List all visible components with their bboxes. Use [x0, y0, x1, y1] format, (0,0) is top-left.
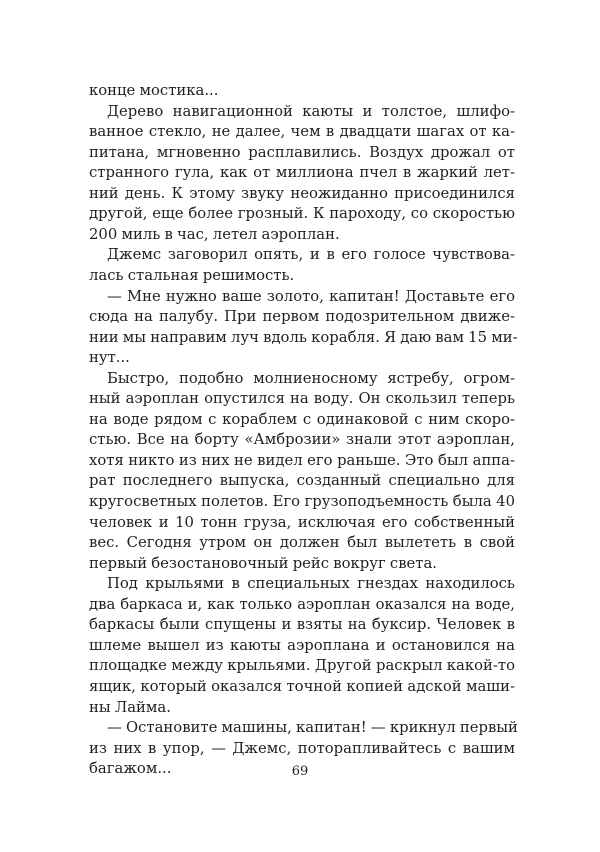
text-line: баркасы были спущены и взяты на буксир. Человек в [89, 616, 515, 634]
text-line: из них в упор, — Джемс, поторапливайтесь с вашим [89, 739, 515, 757]
text-line: человек и 10 тонн груза, исключая его собственный [89, 513, 515, 531]
text-line: ны Лайма. [89, 698, 171, 716]
text-line: другой, еще более грозный. К пароходу, со скоростью [89, 205, 515, 223]
text-line: ящик, который оказался точной копией адской маши- [89, 678, 515, 695]
text-line: Быстро, подобно молниеносному ястребу, огром- [107, 369, 515, 387]
text-line: площадке между крыльями. Другой раскрыл какой-то [89, 657, 515, 675]
text-line: вес. Сегодня утром он должен был вылететь в свой [89, 534, 515, 552]
text-line: — Мне нужно ваше золото, капитан! Доставьте его [107, 287, 515, 305]
page-number: 69 [291, 764, 309, 779]
text-line: — Остановите машины, капитан! — крикнул первый [107, 719, 518, 737]
text-line: кругосветных полетов. Его грузоподъемность была 40 [89, 493, 515, 510]
text-line: багажом... [89, 760, 172, 778]
text-line: нут... [89, 349, 130, 367]
text-line: Под крыльями в специальных гнездах находилось [107, 575, 515, 593]
text-line: 200 миль в час, летел аэроплан. [89, 225, 340, 243]
text-line: нии мы направим луч вдоль корабля. Я даю вам 15 ми- [89, 328, 518, 346]
text-line: конце мостика... [89, 82, 219, 99]
text-line: лась стальная решимость. [89, 267, 295, 284]
text-line: странного гула, как от миллиона пчел в жаркий лет- [89, 164, 515, 182]
text-line: Дерево навигационной каюты и толстое, шлифо- [107, 102, 515, 120]
text-line: ний день. К этому звуку неожиданно присоединился [89, 184, 515, 202]
text-line: сюда на палубу. При первом подозрительном движе- [89, 308, 515, 326]
text-line: шлеме вышел из каюты аэроплана и остановился на [89, 636, 515, 654]
text-line: ванное стекло, не далее, чем в двадцати шагах от ка- [89, 123, 515, 141]
text-line: рат последнего выпуска, созданный специально для [89, 472, 515, 490]
text-line: стью. Все на борту «Амброзии» знали этот аэроплан, [89, 431, 515, 449]
text-line: ный аэроплан опустился на воду. Он скользил теперь [89, 390, 515, 408]
text-line: на воде рядом с кораблем с одинаковой с ним скоро- [89, 410, 515, 428]
text-line: Джемс заговорил опять, и в его голосе чувствова- [107, 246, 515, 264]
text-line: хотя никто из них не видел его раньше. Это был аппа- [89, 451, 515, 469]
text-line: питана, мгновенно расплавились. Воздух дрожал от [89, 143, 515, 161]
text-line: два баркаса и, как только аэроплан оказался на воде, [89, 595, 515, 613]
text-line: первый безостановочный рейс вокруг света. [89, 554, 437, 572]
